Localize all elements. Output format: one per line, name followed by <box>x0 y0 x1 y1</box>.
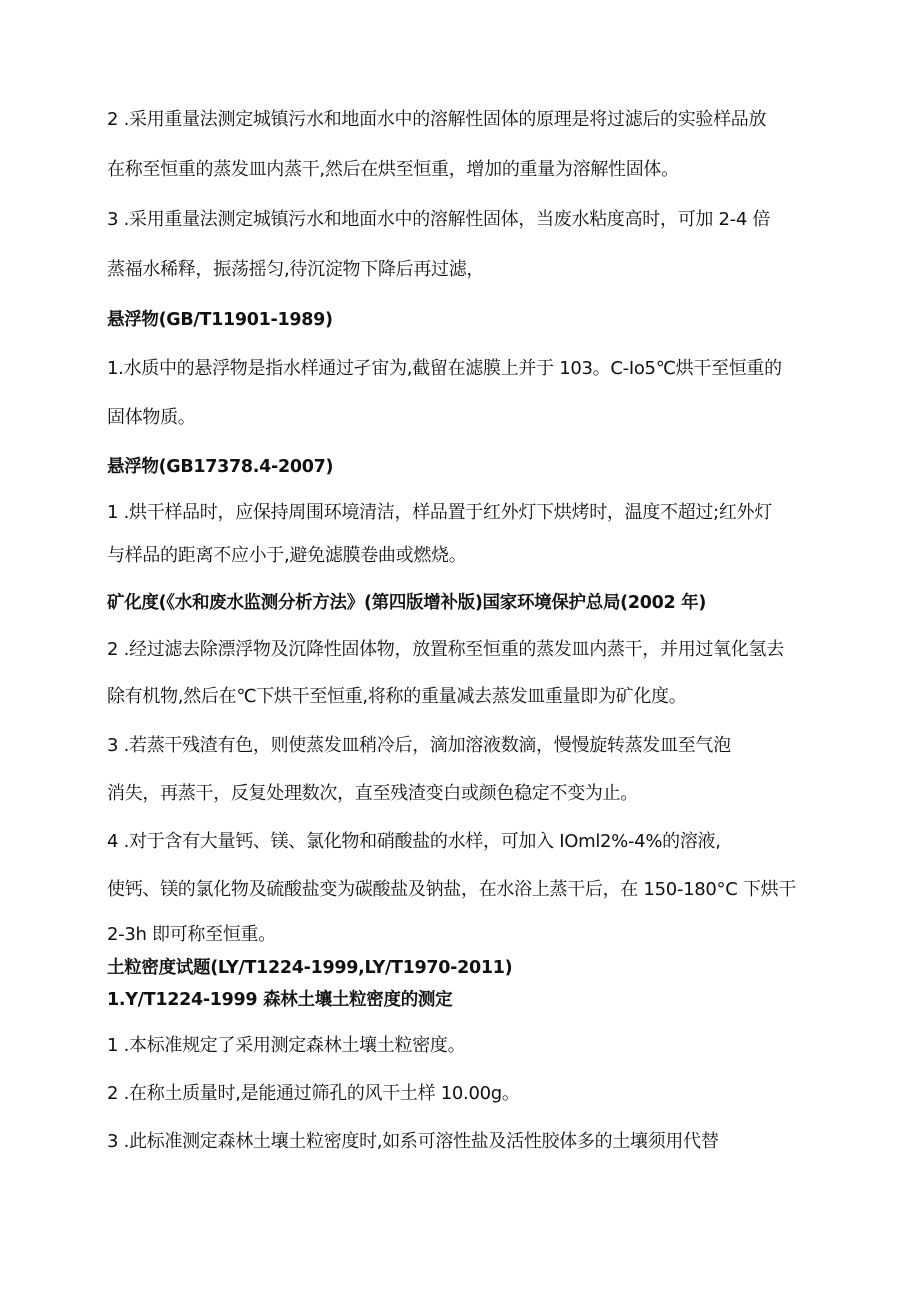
paragraph-line: 除有机物,然后在℃下烘干至恒重,将称的重量减去蒸发皿重量即为矿化度。 <box>107 686 687 707</box>
section-heading: 1.Y/T1224-1999 森林土壤土粒密度的测定 <box>107 990 453 1010</box>
paragraph-line: 3 .此标准测定森林土壤土粒密度时,如系可溶性盐及活性胶体多的土壤须用代替 <box>107 1131 719 1152</box>
paragraph-line: 2-3h 即可称至恒重。 <box>107 924 276 945</box>
paragraph-line: 2 .经过滤去除漂浮物及沉降性固体物，放置称至恒重的蒸发皿内蒸干，并用过氧化氢去 <box>107 639 784 660</box>
paragraph-line: 1 .本标准规定了采用测定森林土壤土粒密度。 <box>107 1035 466 1056</box>
paragraph-line: 与样品的距离不应小于,避免滤膜卷曲或燃烧。 <box>107 545 467 566</box>
paragraph-line: 固体物质。 <box>107 407 196 428</box>
paragraph-line: 2 .采用重量法测定城镇污水和地面水中的溶解性固体的原理是将过滤后的实验样品放 <box>107 109 767 130</box>
paragraph-line: 1.水质中的悬浮物是指水样通过孑宙为,截留在滤膜上并于 103。C-Io5℃烘干至恒重的 <box>107 358 782 379</box>
section-heading: 矿化度(《水和废水监测分析方法》(第四版增补版)国家环境保护总局(2002 年) <box>107 593 707 613</box>
paragraph-line: 3 .若蒸干残渣有色，则使蒸发皿稍冷后，滴加溶液数滴，慢慢旋转蒸发皿至气泡 <box>107 735 731 756</box>
paragraph-line: 3 .采用重量法测定城镇污水和地面水中的溶解性固体，当废水粘度高时，可加 2-4 倍 <box>107 209 771 230</box>
paragraph-line: 4 .对于含有大量钙、镁、氯化物和硝酸盐的水样，可加入 IOml2%-4%的溶液, <box>107 831 721 852</box>
paragraph-line: 2 .在称土质量时,是能通过筛孔的风干土样 10.00g。 <box>107 1083 520 1104</box>
paragraph-line: 消失，再蒸干，反复处理数次，直至残渣变白或颜色稳定不变为止。 <box>107 783 638 804</box>
paragraph-line: 在称至恒重的蒸发皿内蒸干,然后在烘至恒重，增加的重量为溶解性固体。 <box>107 159 679 180</box>
section-heading: 悬浮物(GB/T11901-1989) <box>107 310 333 330</box>
paragraph-line: 1 .烘干样品时，应保持周围环境清洁，样品置于红外灯下烘烤时，温度不超过;红外灯 <box>107 502 772 523</box>
section-heading: 悬浮物(GB17378.4-2007) <box>107 457 334 477</box>
section-heading: 土粒密度试题(LY/T1224-1999,LY/T1970-2011) <box>107 958 513 978</box>
paragraph-line: 蒸福水稀释，振荡摇匀,待沉淀物下降后再过滤， <box>107 259 485 280</box>
paragraph-line: 使钙、镁的氯化物及硫酸盐变为碳酸盐及钠盐，在水浴上蒸干后，在 150-180°C 下烘干 <box>107 879 797 900</box>
